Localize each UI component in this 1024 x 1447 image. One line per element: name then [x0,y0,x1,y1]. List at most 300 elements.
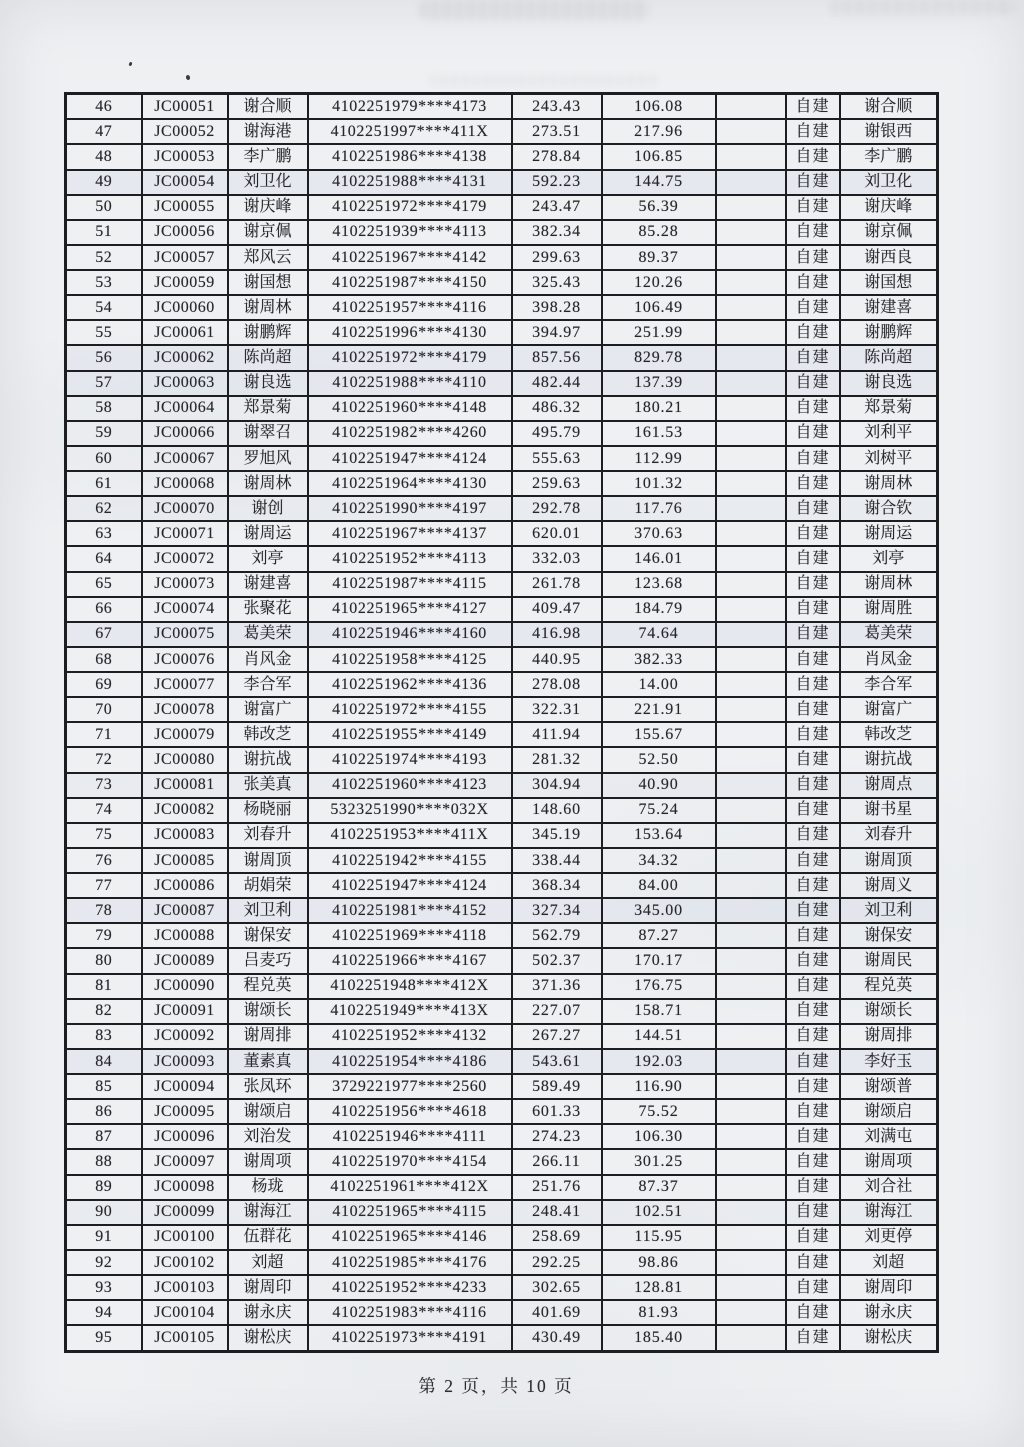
cell-build-type: 自建 [786,974,840,999]
table-row [66,371,938,396]
cell-blank [716,848,786,873]
cell-code: JC00092 [142,1024,228,1049]
table-row [66,144,938,169]
cell-name: 葛美荣 [228,622,308,647]
cell-name: 谢庆峰 [228,195,308,220]
table-row [66,747,938,772]
cell-code: JC00088 [142,923,228,948]
cell-value-1: 555.63 [512,446,602,471]
cell-blank [716,195,786,220]
cell-name: 刘卫利 [228,898,308,923]
cell-value-2: 192.03 [602,1049,716,1074]
cell-value-2: 85.28 [602,220,716,245]
cell-name-2: 李好玉 [840,1049,938,1074]
cell-name-2: 谢颂普 [840,1074,938,1099]
cell-blank [716,1024,786,1049]
cell-build-type: 自建 [786,1124,840,1149]
table-row [66,295,938,320]
cell-name-2: 刘卫化 [840,170,938,195]
cell-value-1: 589.49 [512,1074,602,1099]
cell-name: 谢建喜 [228,572,308,597]
cell-id-number: 4102251965****4115 [308,1200,512,1225]
cell-seq: 61 [66,471,142,496]
cell-seq: 78 [66,898,142,923]
cell-value-1: 243.47 [512,195,602,220]
cell-id-number: 4102251972****4179 [308,195,512,220]
cell-id-number: 4102251981****4152 [308,898,512,923]
cell-id-number: 4102251952****4233 [308,1275,512,1300]
cell-code: JC00073 [142,572,228,597]
cell-blank [716,974,786,999]
cell-build-type: 自建 [786,446,840,471]
cell-value-1: 368.34 [512,873,602,898]
cell-code: JC00071 [142,521,228,546]
cell-name: 刘治发 [228,1124,308,1149]
cell-blank [716,345,786,370]
cell-name: 谢松庆 [228,1325,308,1351]
table-row [66,898,938,923]
cell-blank [716,94,786,120]
cell-name: 李广鹏 [228,144,308,169]
cell-name: 谢国想 [228,270,308,295]
cell-code: JC00105 [142,1325,228,1351]
cell-value-1: 267.27 [512,1024,602,1049]
cell-blank [716,1124,786,1149]
table-row [66,245,938,270]
cell-build-type: 自建 [786,195,840,220]
table-row [66,1149,938,1174]
cell-value-1: 292.25 [512,1250,602,1275]
table-row [66,974,938,999]
cell-name-2: 谢周点 [840,773,938,798]
cell-seq: 71 [66,722,142,747]
cell-name: 吕麦巧 [228,948,308,973]
cell-value-2: 102.51 [602,1200,716,1225]
cell-name-2: 谢鹏辉 [840,320,938,345]
cell-value-2: 112.99 [602,446,716,471]
cell-build-type: 自建 [786,295,840,320]
cell-name-2: 李合军 [840,672,938,697]
table-row [66,999,938,1024]
cell-id-number: 4102251988****4131 [308,170,512,195]
cell-code: JC00104 [142,1300,228,1325]
cell-id-number: 4102251972****4155 [308,697,512,722]
cell-build-type: 自建 [786,94,840,120]
cell-blank [716,119,786,144]
table-row [66,1049,938,1074]
cell-seq: 63 [66,521,142,546]
cell-name-2: 谢庆峰 [840,195,938,220]
cell-code: JC00067 [142,446,228,471]
cell-build-type: 自建 [786,144,840,169]
cell-seq: 93 [66,1275,142,1300]
cell-value-2: 137.39 [602,371,716,396]
cell-value-1: 601.33 [512,1099,602,1124]
cell-name-2: 谢颂长 [840,999,938,1024]
cell-seq: 72 [66,747,142,772]
cell-value-1: 592.23 [512,170,602,195]
table-row [66,798,938,823]
cell-code: JC00075 [142,622,228,647]
table-row [66,1099,938,1124]
cell-value-2: 184.79 [602,597,716,622]
cell-code: JC00057 [142,245,228,270]
cell-blank [716,1099,786,1124]
cell-value-2: 98.86 [602,1250,716,1275]
cell-seq: 90 [66,1200,142,1225]
cell-seq: 59 [66,421,142,446]
cell-name-2: 刘更停 [840,1225,938,1250]
cell-build-type: 自建 [786,823,840,848]
cell-code: JC00083 [142,823,228,848]
table-row [66,170,938,195]
cell-name: 刘超 [228,1250,308,1275]
cell-name-2: 肖凤金 [840,647,938,672]
cell-value-2: 345.00 [602,898,716,923]
cell-value-1: 304.94 [512,773,602,798]
cell-name: 谢周林 [228,295,308,320]
cell-name-2: 谢周印 [840,1275,938,1300]
cell-id-number: 4102251946****4160 [308,622,512,647]
cell-id-number: 4102251969****4118 [308,923,512,948]
cell-blank [716,747,786,772]
cell-code: JC00099 [142,1200,228,1225]
cell-name-2: 谢永庆 [840,1300,938,1325]
cell-name-2: 刘满屯 [840,1124,938,1149]
cell-value-2: 251.99 [602,320,716,345]
cell-seq: 51 [66,220,142,245]
table-row [66,697,938,722]
cell-name: 谢周印 [228,1275,308,1300]
cell-build-type: 自建 [786,898,840,923]
cell-name: 张凤环 [228,1074,308,1099]
cell-name-2: 谢京佩 [840,220,938,245]
cell-blank [716,1175,786,1200]
cell-name-2: 刘树平 [840,446,938,471]
cell-code: JC00087 [142,898,228,923]
cell-value-2: 84.00 [602,873,716,898]
cell-code: JC00061 [142,320,228,345]
cell-code: JC00076 [142,647,228,672]
cell-name: 韩改芝 [228,722,308,747]
cell-value-1: 261.78 [512,572,602,597]
cell-build-type: 自建 [786,1250,840,1275]
cell-build-type: 自建 [786,722,840,747]
cell-value-1: 502.37 [512,948,602,973]
cell-blank [716,220,786,245]
table-row [66,1024,938,1049]
cell-value-1: 430.49 [512,1325,602,1351]
cell-seq: 87 [66,1124,142,1149]
cell-seq: 92 [66,1250,142,1275]
cell-value-1: 292.78 [512,496,602,521]
cell-value-1: 251.76 [512,1175,602,1200]
cell-seq: 66 [66,597,142,622]
cell-blank [716,1250,786,1275]
cell-value-2: 829.78 [602,345,716,370]
table-row [66,496,938,521]
cell-code: JC00095 [142,1099,228,1124]
cell-name-2: 谢周顶 [840,848,938,873]
cell-value-1: 411.94 [512,722,602,747]
cell-value-1: 258.69 [512,1225,602,1250]
cell-blank [716,1325,786,1351]
cell-name: 张聚花 [228,597,308,622]
table-row [66,1074,938,1099]
cell-value-1: 857.56 [512,345,602,370]
cell-blank [716,396,786,421]
cell-blank [716,521,786,546]
scan-bleed-artifact [430,74,660,87]
cell-value-1: 482.44 [512,371,602,396]
cell-code: JC00066 [142,421,228,446]
cell-code: JC00098 [142,1175,228,1200]
cell-value-2: 161.53 [602,421,716,446]
cell-name: 伍群花 [228,1225,308,1250]
cell-value-1: 278.84 [512,144,602,169]
cell-id-number: 4102251974****4193 [308,747,512,772]
table-row [66,1175,938,1200]
cell-id-number: 4102251939****4113 [308,220,512,245]
cell-value-2: 106.30 [602,1124,716,1149]
cell-id-number: 4102251952****4113 [308,546,512,571]
cell-code: JC00054 [142,170,228,195]
cell-blank [716,672,786,697]
cell-seq: 75 [66,823,142,848]
cell-id-number: 4102251949****413X [308,999,512,1024]
cell-value-1: 148.60 [512,798,602,823]
cell-blank [716,1275,786,1300]
cell-name-2: 刘春升 [840,823,938,848]
cell-id-number: 4102251967****4137 [308,521,512,546]
table-row [66,823,938,848]
cell-value-2: 301.25 [602,1149,716,1174]
cell-id-number: 4102251987****4150 [308,270,512,295]
cell-name-2: 谢建喜 [840,295,938,320]
cell-name-2: 谢周运 [840,521,938,546]
cell-seq: 47 [66,119,142,144]
cell-value-2: 115.95 [602,1225,716,1250]
cell-name-2: 谢保安 [840,923,938,948]
cell-code: JC00063 [142,371,228,396]
cell-build-type: 自建 [786,1300,840,1325]
cell-value-1: 322.31 [512,697,602,722]
cell-build-type: 自建 [786,1225,840,1250]
cell-build-type: 自建 [786,270,840,295]
cell-blank [716,873,786,898]
cell-blank [716,1149,786,1174]
cell-blank [716,722,786,747]
cell-code: JC00089 [142,948,228,973]
cell-name: 胡娟荣 [228,873,308,898]
cell-blank [716,923,786,948]
cell-name-2: 刘卫利 [840,898,938,923]
cell-seq: 64 [66,546,142,571]
cell-name: 谢周林 [228,471,308,496]
cell-code: JC00094 [142,1074,228,1099]
cell-seq: 80 [66,948,142,973]
cell-name-2: 谢富广 [840,697,938,722]
cell-value-2: 101.32 [602,471,716,496]
cell-value-2: 117.76 [602,496,716,521]
cell-id-number: 4102251972****4179 [308,345,512,370]
table-row [66,320,938,345]
cell-seq: 50 [66,195,142,220]
cell-build-type: 自建 [786,170,840,195]
cell-seq: 54 [66,295,142,320]
cell-name: 谢良选 [228,371,308,396]
cell-value-2: 146.01 [602,546,716,571]
cell-value-2: 155.67 [602,722,716,747]
cell-id-number: 4102251952****4132 [308,1024,512,1049]
cell-name-2: 郑景菊 [840,396,938,421]
table-row [66,1200,938,1225]
cell-build-type: 自建 [786,1275,840,1300]
cell-seq: 57 [66,371,142,396]
cell-id-number: 4102251986****4138 [308,144,512,169]
cell-code: JC00068 [142,471,228,496]
table-row [66,1225,938,1250]
cell-value-2: 144.75 [602,170,716,195]
cell-blank [716,144,786,169]
cell-name: 陈尚超 [228,345,308,370]
cell-value-2: 56.39 [602,195,716,220]
cell-name-2: 刘超 [840,1250,938,1275]
cell-value-1: 401.69 [512,1300,602,1325]
cell-build-type: 自建 [786,647,840,672]
cell-code: JC00082 [142,798,228,823]
cell-value-2: 81.93 [602,1300,716,1325]
cell-name: 谢周排 [228,1024,308,1049]
cell-value-1: 273.51 [512,119,602,144]
cell-name: 罗旭风 [228,446,308,471]
cell-value-2: 123.68 [602,572,716,597]
cell-value-1: 281.32 [512,747,602,772]
cell-name: 刘卫化 [228,170,308,195]
cell-code: JC00074 [142,597,228,622]
cell-name: 张美真 [228,773,308,798]
cell-code: JC00085 [142,848,228,873]
cell-name-2: 刘利平 [840,421,938,446]
cell-blank [716,1049,786,1074]
page-number-footer: 第 2 页，共 10 页 [418,1376,574,1396]
cell-code: JC00059 [142,270,228,295]
cell-name: 谢富广 [228,697,308,722]
cell-build-type: 自建 [786,1024,840,1049]
cell-seq: 52 [66,245,142,270]
cell-value-1: 409.47 [512,597,602,622]
cell-id-number: 4102251964****4130 [308,471,512,496]
cell-build-type: 自建 [786,597,840,622]
table-row [66,647,938,672]
cell-seq: 46 [66,94,142,120]
cell-build-type: 自建 [786,747,840,772]
cell-value-2: 87.37 [602,1175,716,1200]
cell-build-type: 自建 [786,371,840,396]
cell-name-2: 程兑英 [840,974,938,999]
cell-code: JC00051 [142,94,228,120]
cell-value-2: 170.17 [602,948,716,973]
cell-build-type: 自建 [786,697,840,722]
cell-build-type: 自建 [786,1149,840,1174]
cell-name: 肖风金 [228,647,308,672]
cell-value-2: 180.21 [602,396,716,421]
cell-build-type: 自建 [786,999,840,1024]
cell-code: JC00091 [142,999,228,1024]
cell-id-number: 4102251960****4123 [308,773,512,798]
cell-seq: 84 [66,1049,142,1074]
cell-id-number: 4102251948****412X [308,974,512,999]
table-row [66,396,938,421]
table-row [66,421,938,446]
cell-value-1: 394.97 [512,320,602,345]
table-row [66,923,938,948]
table-row [66,270,938,295]
table-body [66,94,938,1352]
cell-name: 刘亭 [228,546,308,571]
cell-name: 李合军 [228,672,308,697]
cell-seq: 53 [66,270,142,295]
cell-seq: 91 [66,1225,142,1250]
cell-value-2: 74.64 [602,622,716,647]
cell-code: JC00056 [142,220,228,245]
cell-name: 程兑英 [228,974,308,999]
cell-blank [716,622,786,647]
cell-value-1: 302.65 [512,1275,602,1300]
cell-id-number: 3729221977****2560 [308,1074,512,1099]
cell-value-2: 34.32 [602,848,716,873]
table-row [66,948,938,973]
cell-id-number: 4102251953****411X [308,823,512,848]
cell-seq: 86 [66,1099,142,1124]
ink-speck [185,75,190,81]
data-table [64,92,939,1353]
cell-build-type: 自建 [786,546,840,571]
cell-name: 谢周运 [228,521,308,546]
cell-seq: 60 [66,446,142,471]
cell-name: 谢周顶 [228,848,308,873]
cell-name: 谢保安 [228,923,308,948]
cell-name: 谢海港 [228,119,308,144]
table-row [66,1300,938,1325]
cell-code: JC00064 [142,396,228,421]
cell-id-number: 4102251996****4130 [308,320,512,345]
cell-name-2: 谢西良 [840,245,938,270]
cell-id-number: 4102251967****4142 [308,245,512,270]
cell-id-number: 4102251946****4111 [308,1124,512,1149]
cell-code: JC00097 [142,1149,228,1174]
cell-id-number: 4102251962****4136 [308,672,512,697]
cell-value-1: 266.11 [512,1149,602,1174]
cell-value-2: 128.81 [602,1275,716,1300]
cell-value-1: 495.79 [512,421,602,446]
cell-blank [716,1074,786,1099]
cell-seq: 81 [66,974,142,999]
cell-seq: 88 [66,1149,142,1174]
cell-name-2: 葛美荣 [840,622,938,647]
cell-code: JC00093 [142,1049,228,1074]
cell-id-number: 4102251965****4127 [308,597,512,622]
cell-id-number: 4102251958****4125 [308,647,512,672]
cell-id-number: 4102251966****4167 [308,948,512,973]
cell-seq: 58 [66,396,142,421]
cell-blank [716,371,786,396]
cell-name-2: 谢松庆 [840,1325,938,1351]
table-row [66,1275,938,1300]
cell-build-type: 自建 [786,873,840,898]
table-row [66,597,938,622]
cell-build-type: 自建 [786,521,840,546]
